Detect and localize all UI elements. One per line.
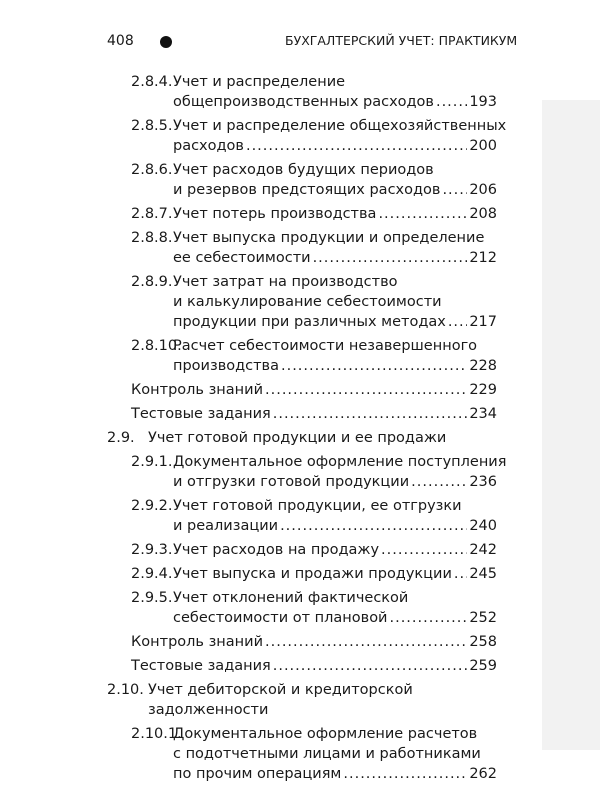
toc-line: [0, 516, 600, 536]
toc-leader-row: [131, 380, 497, 400]
toc-title-text: Тестовые задания: [131, 406, 271, 422]
toc-page-number: 258: [469, 634, 497, 650]
toc-title-text: продукции при различных методах: [173, 314, 446, 330]
toc-leader-row: [173, 248, 497, 268]
toc-leader-row: [173, 764, 497, 784]
toc-line: [0, 312, 600, 332]
toc-leader-dots: [381, 540, 467, 560]
toc-title-text: Учет выпуска и продажи продукции: [173, 566, 452, 582]
toc-title-text: Документальное оформление поступления: [173, 454, 507, 470]
toc-page-number: 242: [469, 542, 497, 558]
toc-leader-dots: [389, 608, 467, 628]
toc-line: [0, 248, 600, 268]
toc-number: 2.10.1.: [131, 726, 182, 742]
toc-leader-row: [173, 540, 497, 560]
toc-line: [0, 336, 600, 356]
toc-title-text: Контроль знаний: [131, 382, 263, 398]
toc-title-text: и резервов предстоящих расходов: [173, 182, 441, 198]
toc-number: 2.9.2.: [131, 498, 173, 514]
toc-line: [0, 228, 600, 248]
toc-line: [0, 136, 600, 156]
toc-title-text: производства: [173, 358, 279, 374]
toc-page-number: 240: [469, 518, 497, 534]
toc-title-text: Учет и распределение: [173, 74, 346, 90]
toc-line: [0, 680, 600, 700]
toc-entry[interactable]: [0, 204, 600, 224]
toc-line: [0, 472, 600, 492]
toc-entry[interactable]: [0, 116, 600, 156]
toc-entry[interactable]: [0, 72, 600, 112]
toc-entry[interactable]: [0, 428, 600, 448]
toc-page-number: 234: [469, 406, 497, 422]
toc-leader-dots: [273, 656, 468, 676]
toc-line: [0, 380, 600, 400]
toc-line: [0, 116, 600, 136]
toc-leader-dots: [378, 204, 467, 224]
toc-line: [0, 204, 600, 224]
toc-number: 2.9.4.: [131, 566, 173, 582]
toc-leader-row: [131, 404, 497, 424]
toc-entry[interactable]: [0, 336, 600, 376]
toc-number: 2.9.5.: [131, 590, 173, 606]
toc-entry[interactable]: [0, 564, 600, 584]
toc-number: 2.9.3.: [131, 542, 173, 558]
toc-line: [0, 292, 600, 312]
toc-leader-dots: [448, 312, 468, 332]
toc-line: [0, 764, 600, 784]
toc-number: 2.8.4.: [131, 74, 173, 90]
toc-line: [0, 564, 600, 584]
toc-title-text: Учет готовой продукции, ее отгрузки: [173, 498, 462, 514]
toc-leader-dots: [436, 92, 467, 112]
toc-number: 2.9.: [107, 430, 135, 446]
toc-entry[interactable]: [0, 404, 600, 424]
toc-title-text: расходов: [173, 138, 244, 154]
toc-leader-row: [173, 204, 497, 224]
toc-title-text: ее себестоимости: [173, 250, 311, 266]
toc-number: 2.8.10.: [131, 338, 182, 354]
bullet-icon: [160, 36, 172, 48]
toc-line: [0, 632, 600, 652]
toc-entry[interactable]: [0, 724, 600, 784]
toc-line: [0, 588, 600, 608]
toc-leader-dots: [313, 248, 468, 268]
page-header: [0, 0, 600, 70]
toc-line: [0, 404, 600, 424]
toc-leader-dots: [343, 764, 467, 784]
toc-number: 2.8.9.: [131, 274, 173, 290]
toc-leader-dots: [265, 632, 467, 652]
toc-title-text: Учет готовой продукции и ее продажи: [148, 430, 447, 446]
toc-entry[interactable]: [0, 632, 600, 652]
toc-line: [0, 452, 600, 472]
toc-leader-row: [173, 312, 497, 332]
toc-leader-row: [173, 180, 497, 200]
toc-number: 2.8.7.: [131, 206, 173, 222]
toc-line: [0, 72, 600, 92]
toc-line: [0, 608, 600, 628]
toc-title-text: с подотчетными лицами и работниками: [173, 746, 481, 762]
toc-line: [0, 656, 600, 676]
toc-line: [0, 160, 600, 180]
toc-title-text: Учет выпуска продукции и определение: [173, 230, 485, 246]
toc-leader-dots: [246, 136, 467, 156]
toc-title-text: Учет отклонений фактической: [173, 590, 409, 606]
toc-leader-row: [173, 564, 497, 584]
toc-page-number: 193: [469, 94, 497, 110]
running-title: БУХГАЛТЕРСКИЙ УЧЕТ: ПРАКТИКУМ: [285, 33, 518, 48]
toc-number: 2.9.1.: [131, 454, 173, 470]
toc-number: 2.10.: [107, 682, 144, 698]
toc-title-text: и калькулирование себестоимости: [173, 294, 442, 310]
toc-leader-row: [173, 516, 497, 536]
toc-title-text: Учет потерь производства: [173, 206, 377, 222]
toc-entry[interactable]: [0, 272, 600, 332]
toc-title-text: Учет и распределение общехозяйственных: [173, 118, 507, 134]
toc-number: 2.8.5.: [131, 118, 173, 134]
toc-line: [0, 540, 600, 560]
toc-leader-row: [173, 136, 497, 156]
toc-line: [0, 724, 600, 744]
toc-page-number: 217: [469, 314, 497, 330]
toc-line: [0, 272, 600, 292]
toc-page-number: 262: [469, 766, 497, 782]
toc-line: [0, 92, 600, 112]
toc-title-text: общепроизводственных расходов: [173, 94, 434, 110]
page-number: 408: [107, 33, 134, 49]
toc-line: [0, 428, 600, 448]
toc-title-text: Учет расходов будущих периодов: [173, 162, 434, 178]
toc-entry[interactable]: [0, 588, 600, 628]
toc-page-number: 228: [469, 358, 497, 374]
toc-leader-dots: [454, 564, 467, 584]
toc-title-text: по прочим операциям: [173, 766, 342, 782]
toc-leader-row: [173, 608, 497, 628]
toc-title-text: и реализации: [173, 518, 279, 534]
toc-title-text: Расчет себестоимости незавершенного: [173, 338, 478, 354]
table-of-contents: [0, 72, 600, 788]
toc-entry[interactable]: [0, 228, 600, 268]
toc-leader-dots: [273, 404, 468, 424]
toc-page-number: 208: [469, 206, 497, 222]
toc-entry[interactable]: [0, 680, 600, 720]
toc-page-number: 259: [469, 658, 497, 674]
toc-page-number: 252: [469, 610, 497, 626]
toc-page-number: 236: [469, 474, 497, 490]
toc-number: 2.8.8.: [131, 230, 173, 246]
toc-title-text: Учет дебиторской и кредиторской: [148, 682, 413, 698]
toc-line: [0, 700, 600, 720]
toc-leader-row: [131, 656, 497, 676]
toc-title-text: Тестовые задания: [131, 658, 271, 674]
toc-page-number: 229: [469, 382, 497, 398]
toc-leader-dots: [281, 356, 467, 376]
toc-entry[interactable]: [0, 160, 600, 200]
toc-title-text: и отгрузки готовой продукции: [173, 474, 410, 490]
toc-entry[interactable]: [0, 380, 600, 400]
toc-leader-row: [173, 92, 497, 112]
toc-page-number: 200: [469, 138, 497, 154]
toc-entry[interactable]: [0, 496, 600, 536]
toc-leader-row: [173, 472, 497, 492]
toc-line: [0, 356, 600, 376]
toc-number: 2.8.6.: [131, 162, 173, 178]
toc-title-text: задолженности: [148, 702, 269, 718]
toc-leader-dots: [265, 380, 467, 400]
toc-line: [0, 496, 600, 516]
toc-leader-dots: [442, 180, 467, 200]
toc-title-text: Документальное оформление расчетов: [173, 726, 478, 742]
toc-line: [0, 180, 600, 200]
toc-page-number: 206: [469, 182, 497, 198]
toc-title-text: Учет затрат на производство: [173, 274, 398, 290]
toc-entry[interactable]: [0, 452, 600, 492]
toc-leader-row: [173, 356, 497, 376]
toc-page-number: 245: [469, 566, 497, 582]
toc-entry[interactable]: [0, 540, 600, 560]
toc-title-text: себестоимости от плановой: [173, 610, 388, 626]
toc-line: [0, 744, 600, 764]
toc-title-text: Учет расходов на продажу: [173, 542, 380, 558]
toc-leader-row: [131, 632, 497, 652]
toc-entry[interactable]: [0, 656, 600, 676]
toc-page-number: 212: [469, 250, 497, 266]
toc-leader-dots: [411, 472, 467, 492]
toc-leader-dots: [280, 516, 467, 536]
toc-title-text: Контроль знаний: [131, 634, 263, 650]
